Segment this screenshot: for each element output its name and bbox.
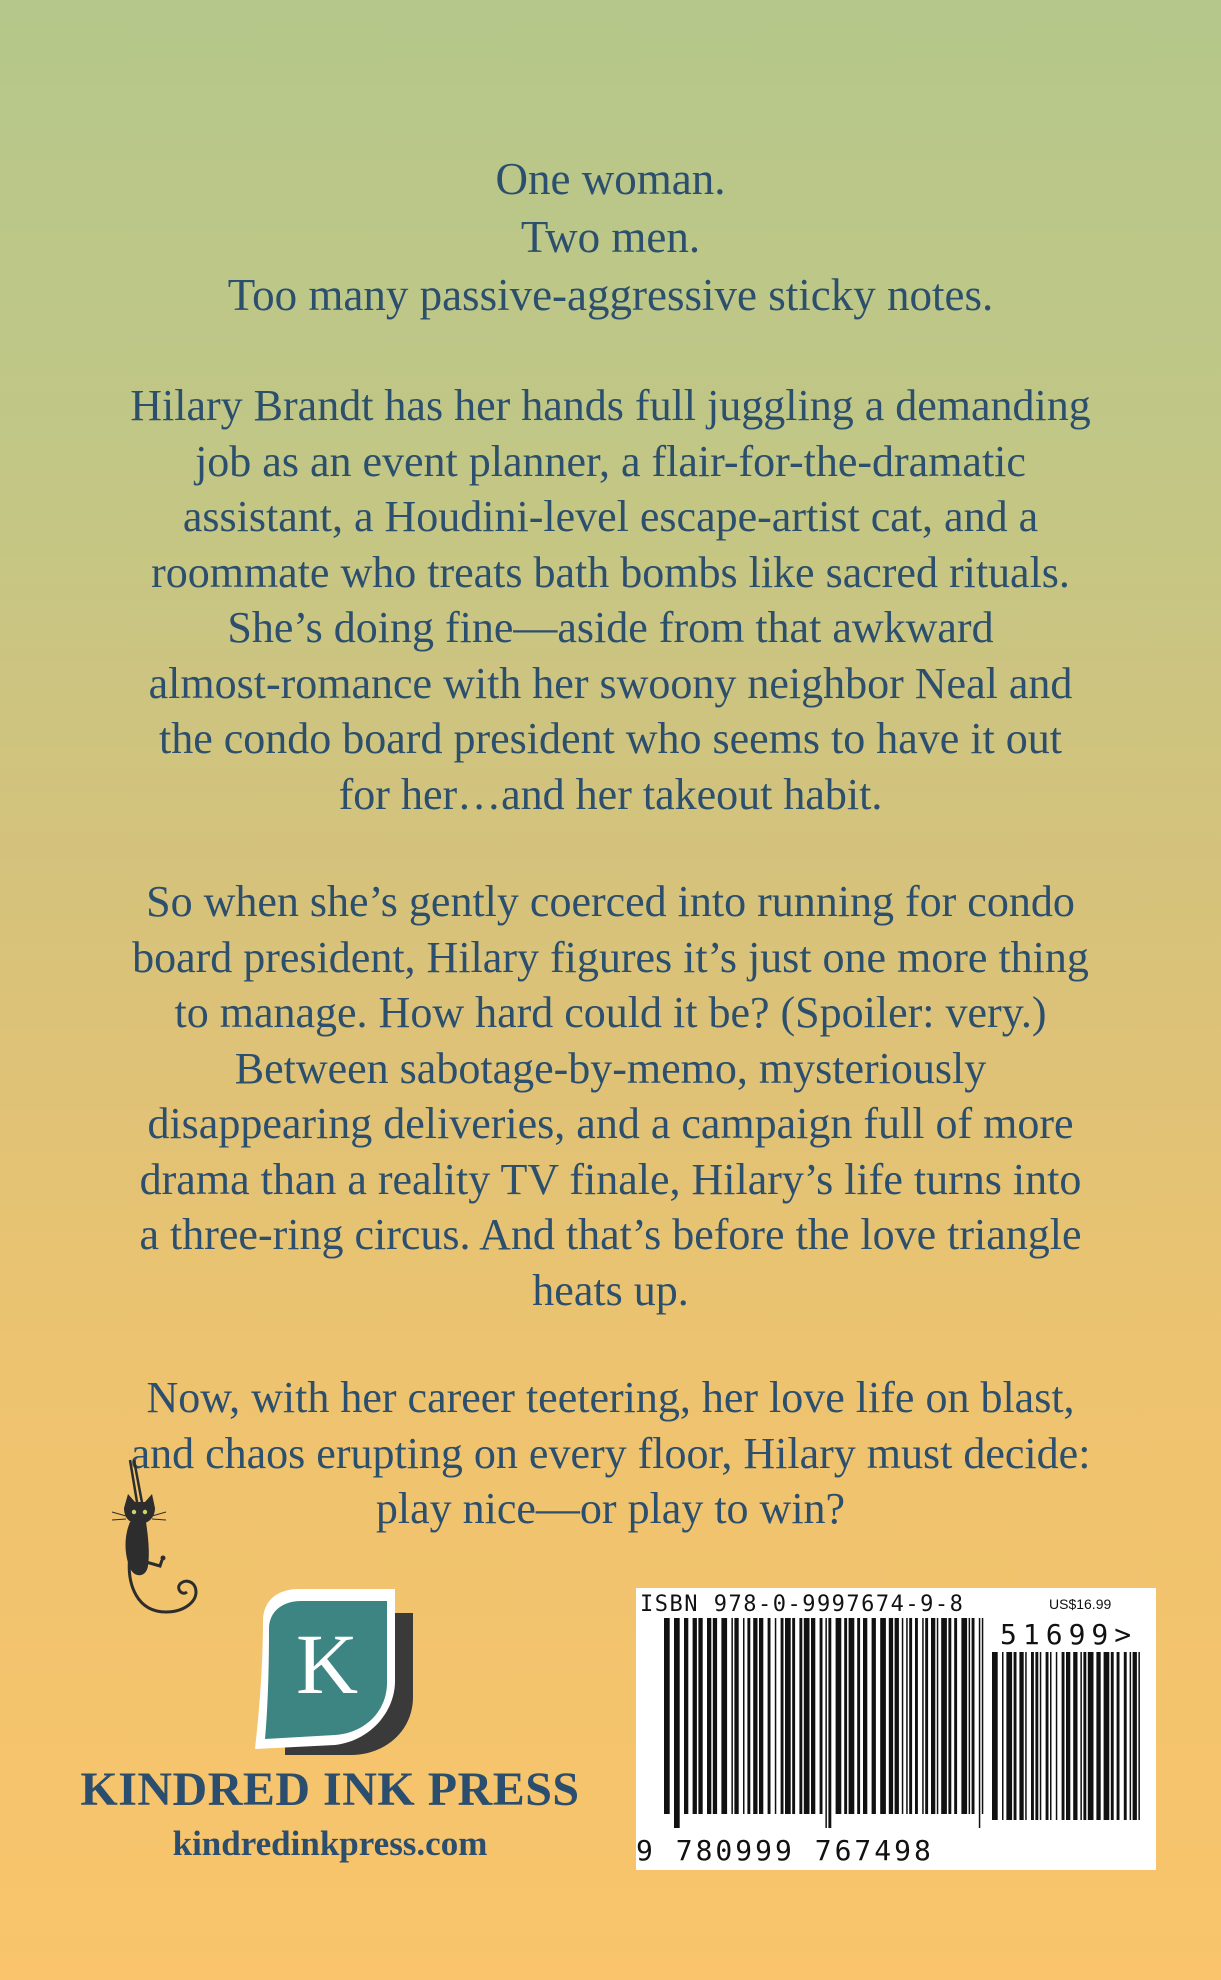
barcode-bar [954,1618,957,1814]
barcode-bar [768,1618,771,1814]
isbn-barcode [636,1588,1156,1870]
isbn-label: ISBN 978-0-9997674-9-8 [640,1592,965,1617]
addon-barcode-bars [988,1652,1148,1834]
cat-icon [108,1456,208,1626]
barcode-bar [931,1618,935,1814]
barcode-bar [909,1618,912,1814]
barcode-bar [1096,1652,1100,1820]
barcode-bar [707,1618,711,1814]
ean-digits: 9 780999 767498 [636,1834,934,1867]
barcode-bar [1014,1652,1017,1820]
barcode-bar [922,1618,924,1814]
barcode-bar [820,1618,823,1814]
barcode-bar [1104,1652,1110,1820]
blurb-paragraph-1 [60,378,1161,822]
blurb-paragraph-3 [60,1370,1161,1537]
paragraph-line: for her…and her takeout habit. [338,769,883,819]
barcode-bar [731,1618,733,1814]
paragraph-line: roommate who treats bath bombs like sacred rituals. [151,547,1070,597]
barcode-bar [1066,1652,1070,1820]
barcode-bar [937,1618,939,1814]
tagline [60,150,1161,324]
back-cover-blurb [60,150,1161,1589]
barcode-bar [1006,1652,1012,1820]
barcode-bar [1111,1652,1114,1820]
price-label: US$16.99 [1049,1596,1112,1612]
barcode-bar [721,1618,727,1814]
publisher-url[interactable]: kindredinkpress.com [172,1824,488,1863]
barcode-bar [836,1618,842,1814]
paragraph-line: Between sabotage-by-memo, mysteriously [234,1043,987,1093]
barcode-bar [863,1618,867,1814]
paragraph-line: almost-romance with her swoony neighbor Neal and [148,658,1073,708]
barcode-bar [906,1618,908,1814]
barcode-bar [1056,1652,1058,1820]
barcode-bar [857,1618,860,1814]
barcode-bar [961,1618,967,1814]
paragraph-line: play nice—or play to win? [375,1484,846,1533]
tagline-line: Two men. [520,212,701,262]
barcode-bar [825,1618,827,1828]
barcode-bar [1088,1652,1094,1820]
barcode-bar [1133,1652,1137,1820]
ean-barcode-bars [660,1618,990,1828]
barcode-bar [1031,1652,1034,1820]
barcode-bar [674,1618,680,1828]
barcode-bar [902,1618,904,1814]
barcode-bar [753,1618,757,1814]
barcode-bar [664,1618,670,1814]
barcode-bar [925,1618,928,1814]
barcode-bar [1046,1652,1049,1820]
barcode-bar [1073,1652,1077,1820]
paragraph-line: and chaos erupting on every floor, Hilary must decide: [130,1428,1091,1478]
blurb-paragraph-2 [60,874,1161,1318]
barcode-bar [982,1618,984,1814]
barcode-bar [1002,1652,1004,1820]
paragraph-line: heats up. [532,1265,689,1315]
barcode-bar [713,1618,717,1814]
barcode-bar [1025,1652,1027,1820]
paragraph-line: assistant, a Houdini-level escape-artist cat, and a [182,492,1039,541]
paragraph-line: So when she’s gently coerced into running for condo [146,877,1075,926]
barcode-bar [948,1618,951,1814]
barcode-bar [895,1618,899,1814]
paragraph-line: to manage. How hard could it be? (Spoiler: very.) [174,988,1047,1037]
barcode-bar [1040,1652,1042,1820]
tagline-line: One woman. [495,154,726,204]
barcode-bar [1035,1652,1038,1820]
barcode-bar [915,1618,918,1814]
paragraph-line: the condo board president who seems to have it out [158,714,1062,763]
barcode-bar [844,1618,847,1814]
barcode-bar [759,1618,763,1814]
barcode-bar [941,1618,947,1814]
barcode-bar [811,1618,815,1814]
barcode-bar [972,1618,975,1814]
barcode-bar [698,1618,702,1814]
logo-letter: K [295,1616,359,1712]
barcode-bar [792,1618,795,1814]
barcode-bar [804,1618,810,1814]
barcode-bar [1080,1652,1082,1820]
leaf-logo-icon [255,1585,425,1755]
barcode-bar [785,1618,791,1814]
barcode-bar [1130,1652,1132,1820]
barcode-bar [799,1618,802,1814]
barcode-bar [693,1618,697,1814]
barcode-bar [1124,1652,1127,1820]
barcode-bar [1138,1652,1140,1820]
paragraph-line: She’s doing fine—aside from that awkward [227,603,994,652]
barcode-bar [1083,1652,1086,1820]
barcode-bar [849,1618,855,1814]
barcode-bar [1117,1652,1120,1820]
barcode-bar [1019,1652,1023,1820]
paragraph-line: disappearing deliveries, and a campaign full of more [147,1099,1074,1148]
barcode-bar [781,1618,784,1814]
barcode-bar [992,1652,998,1820]
paragraph-line: drama than a reality TV finale, Hilary’s life turns into [139,1154,1082,1204]
barcode-bar [880,1618,886,1814]
barcode-bar [828,1618,831,1828]
barcode-bar [889,1618,893,1814]
barcode-bar [747,1618,750,1814]
paragraph-line: job as an event planner, a flair-for-the-dramatic [195,436,1026,486]
tagline-line: Too many passive-aggressive sticky notes. [227,270,994,320]
paragraph-line: Hilary Brandt has her hands full juggling a demanding [130,381,1091,430]
barcode-bar [969,1618,971,1814]
barcode-bar [1062,1652,1065,1820]
barcode-bar [743,1618,745,1814]
paragraph-line: a three-ring circus. And that’s before the love triangle [139,1210,1082,1259]
barcode-bar [734,1618,738,1814]
paragraph-line: board president, Hilary figures it’s just one more thing [132,932,1089,982]
addon-digits: 51699> [1000,1618,1138,1651]
barcode-bar [684,1618,688,1814]
publisher-name: KINDRED INK PRESS [80,1763,580,1816]
barcode-bar [1050,1652,1052,1820]
barcode-bar [872,1618,876,1814]
barcode-bar [775,1618,777,1814]
barcode-bar [979,1618,981,1828]
paragraph-line: Now, with her career teetering, her love life on blast, [146,1373,1075,1422]
